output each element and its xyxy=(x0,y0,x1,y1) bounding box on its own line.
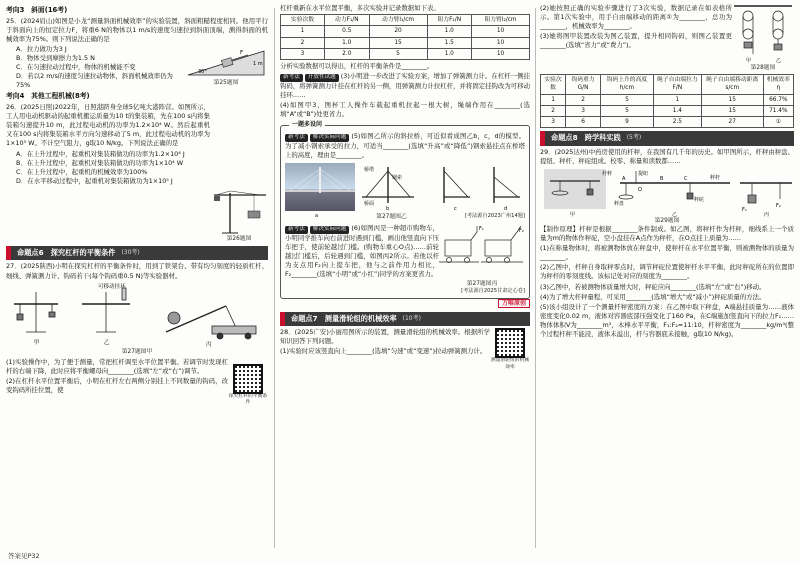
open-question-tag: 开放性试题 xyxy=(305,74,339,82)
svg-text:桥面: 桥面 xyxy=(364,200,375,207)
option-b: B．在上升过程中，起重机对集装箱做功的功率为1×10⁴ W xyxy=(16,158,184,167)
svg-text:秤杆: 秤杆 xyxy=(710,174,721,181)
middle-column xyxy=(280,4,530,553)
steelyard-figure xyxy=(540,167,794,225)
brand-mark: 万唯原创 xyxy=(498,299,530,308)
banner-points: (30考) xyxy=(121,249,140,257)
new-method-tag: 新考法 xyxy=(285,226,308,234)
svg-text:F₁: F₁ xyxy=(479,225,484,232)
subfig-label: 丙 xyxy=(206,341,212,348)
figure-caption: 第27题图丙 xyxy=(466,280,498,287)
table-row: 1 0.5 20 1.0 10 xyxy=(281,26,530,37)
option-c: C．在匀速拉动过程中，物体的机械能不变 xyxy=(16,63,136,72)
svg-text:甲: 甲 xyxy=(570,211,576,217)
table-header: 动力F₁/N xyxy=(325,15,370,26)
banner-points: (10考) xyxy=(402,314,421,322)
table-header: 实验次数 xyxy=(281,15,325,26)
banner-title: 命题点8 跨学科实践 xyxy=(551,133,621,143)
table-row: 3 6 9 2.5 27 ① xyxy=(541,117,794,128)
figure-caption: 第29题图 xyxy=(654,217,680,224)
figure-caption: 第27题图乙 xyxy=(376,213,407,220)
question-29-5: (5)该小组设计了一个测量杆秤密度的方案：在乙图中取下秤盘，A端悬挂质量为……液体密度变化0.02 m，液体对容器底部压强变化了160 Pa，在C端施加竖直向下的拉力F₁……物体体积V为________m³，木棒水平平衡，F₁:F₂=11:10，杆秤密度为________kg/m³(整个过程杆秤不能浸，液体未溢出，杆与容器底未接触，g取10 N/kg)。 xyxy=(540,302,794,338)
svg-text:秤砣: 秤砣 xyxy=(694,196,705,203)
question-27-4: (4)如图甲3，图杯工人操作车载起重机拉起一根大树，绳端作用在________(选填“A”或“B”)处更省力。 xyxy=(280,101,530,119)
question-29-2: (2)乙图中，杆秤自身取秤零点时，调节秤砣位置使秤杆水平平衡，此时秤砣所在的位置即为秤杆的零刻度线。该标记处对应的刻度为________。 xyxy=(540,263,794,281)
svg-text:乙: 乙 xyxy=(776,58,782,64)
question-27-5: (5)如图乙所示的斜拉桥，可近似看成图乙b，c，d的模型。为了减小钢索承受的拉力，可适当________(选填“升高”或“降低”)钢索悬挂点在桥塔上的高度，理由是________。 xyxy=(285,132,525,160)
section-heading: 考向3 斜面(16考) xyxy=(6,6,68,14)
table-row: 2 1.0 15 1.5 10 xyxy=(281,37,530,48)
crane-figure xyxy=(210,189,268,235)
question-29-4: (4)为了增大杆秤量程，可采用________(选填“增大”或“减小”)秤砣质量的方法。 xyxy=(540,292,766,301)
svg-text:F₂: F₂ xyxy=(519,227,524,234)
svg-text:B: B xyxy=(660,175,664,182)
svg-text:b: b xyxy=(386,205,390,211)
figure-caption: 第25题图 xyxy=(213,79,239,86)
practical-tag: 解决实际问题 xyxy=(310,134,350,142)
qr-code[interactable] xyxy=(495,328,525,358)
lever-figure xyxy=(6,282,268,358)
banner-title: 命题点7 测量滑轮组的机械效率 xyxy=(291,313,397,323)
svg-text:C: C xyxy=(684,175,688,182)
option-a: A．拉力做功为3 J xyxy=(16,44,67,53)
source-note: [考法源自2025甘肃定心卷] xyxy=(461,287,525,294)
svg-text:乙: 乙 xyxy=(672,211,678,217)
principle-text: 【制作原理】杆秤是根据________条件制成。如乙图，将秤杆作为杆秤，细线系上一个质量为m的物体作秤砣，空小盘挂在A点作为秤杆，在O点挂上质量为…… xyxy=(540,224,794,243)
question-28-3: (3)她将图甲装置改装为图乙装置，提升相同钩码，则图乙装置更________(选填“省力”或“费力”)。 xyxy=(540,32,732,50)
figure-caption: 第27题图甲 xyxy=(121,348,153,355)
figure-label: 可移动挂环 xyxy=(98,283,126,290)
height-label: 1 m xyxy=(253,60,263,67)
question-26: 26．(2025日照)2022年，日照港跻身全球5亿吨大港阵营。如图所示，工人用电动机驱动的起重机搬运质量为10 t的集装箱，先在100 s内将集装箱匀速提升10 m，此过程电动机的功率为1.2×10⁴ W。然后起重机又在100 s内将集装箱水平方向匀速移动了5 m，此过程电动机的功率为1×10³ W。不计空气阻力，g取10 N/kg。下列说法正确的是 xyxy=(6,103,210,148)
column-divider xyxy=(274,8,275,548)
question-29-1: (1)在称量物体时，将被测物体放在秤盘中，使秤杆在水平位置平衡，则被测物体的质量为________。 xyxy=(540,244,794,262)
practical-tag: 解决实际问题 xyxy=(310,226,350,234)
table-row: 1 2 5 1 15 66.7% xyxy=(541,94,794,105)
qr-caption: 测量滑轮组的机械效率 xyxy=(490,358,530,370)
option-b: B．物体受到摩擦力为1.5 N xyxy=(16,54,95,63)
qr-code[interactable] xyxy=(233,364,263,394)
question-27-2: (2)在杠杆水平位置平衡后，小明在杠杆左右两侧分别挂上不同数量的钩码，改变钩码所挂位置，使 xyxy=(6,376,228,394)
table-intro: 杠杆重新在水平位置平衡，多次实验并记录数据如下表。 xyxy=(280,4,440,12)
question-28: 28．(2025广安)小丽用图所示的装置，测量滑轮组的机械效率。根据所学知识回答下列问题。 xyxy=(280,328,490,346)
pulley-figure xyxy=(732,4,794,64)
option-a: A．在上升过程中，起重机对集装箱做功的功率为1.2×10⁴ J xyxy=(16,149,185,158)
banner-points: (5考) xyxy=(626,134,642,142)
table-row: 2 3 5 1.4 15 71.4% xyxy=(541,105,794,116)
incline-figure xyxy=(184,45,268,79)
left-column xyxy=(6,4,268,553)
svg-text:F: F xyxy=(240,49,244,56)
source-note: [考法源自2023广州14题] xyxy=(464,212,525,219)
table-row: 3 2.0 5 1.0 10 xyxy=(281,48,530,59)
bridge-figure xyxy=(285,163,525,211)
analysis-text: 分析实验数据可以得出，杠杆的平衡条件是________。 xyxy=(280,61,434,70)
right-column xyxy=(540,4,794,553)
question-28-2: (2)她按照正确的实验步骤进行了3次实验，数据记录在如表格所示。第1次实验中，用手自由端移动的距离①为________，总功为________，机械效率为________。 xyxy=(540,4,732,31)
topic-banner-8 xyxy=(540,131,794,145)
pulley-data-table: 实验次数 钩码重力G/N 钩码上升的高度h/cm 绳子自由端拉力F/N 绳子自由端移动距离s/cm 机械效率η 1 2 5 1 15 66.7% 2 3 5 1.4 15 71.4% 3 6 9 2.5 27 ① xyxy=(540,74,794,128)
svg-text:O: O xyxy=(638,186,642,193)
question-27-1: (1)实验操作中，为了便于测量，常把杠杆调至水平位置平衡。若调节时发现杠杆的右端下降，此时应将平衡螺母向________(选填“左”或“右”)调节。 xyxy=(6,357,228,375)
question-29-3: (3)乙图中，若被测物体质量增大时，秤砣应向________(选填“左”或“右”)移动。 xyxy=(540,282,766,291)
question-29: 29．(2025达州)中药房使用的杆秤，在我国有几千年的历史。如甲图所示，杆秤由秤盘、提纽、秤杆、秤砣组成。校零、称量和读数都…… xyxy=(540,147,794,165)
question-27: 27．(2025陕西)小明在探究杠杆的平衡条件时，用到了铁架台、带有均匀刻度的轻质杠杆、细线、弹簧测力计、钩码若干(每个钩码重0.5 N)等实验器材。 xyxy=(6,262,268,280)
table-header: 动力臂l₁/cm xyxy=(369,15,427,26)
banner-title: 命题点6 探究杠杆的平衡条件 xyxy=(17,248,116,258)
answer-page-note: 答案见P32 xyxy=(8,552,40,560)
new-method-tag: 新考法 xyxy=(285,134,308,142)
svg-text:杆秤: 杆秤 xyxy=(602,170,613,177)
topic-banner-6 xyxy=(6,246,268,260)
figure-caption: 第28题图 xyxy=(750,65,776,71)
question-25: 25．(2024眉山)如图是小龙“测量斜面机械效率”的实验装置，斜面粗糙程度相同。他用平行于斜面向上的恒定拉力F，将重6 N的物体以1 m/s的速度匀速拉到斜面顶端，测得斜面的机械效率为75%。则下列说法正确的是 xyxy=(6,16,268,43)
svg-text:丙: 丙 xyxy=(764,211,770,217)
bridge-photo xyxy=(285,163,355,211)
table-header: 阻力臂l₂/cm xyxy=(472,15,530,26)
svg-text:d: d xyxy=(504,205,508,211)
box-heading: 一题多设问 xyxy=(289,121,325,130)
table-header: 阻力F₂/N xyxy=(427,15,472,26)
section-heading: 考向4 其他工程机械(8考) xyxy=(6,92,90,101)
subfig-label: 甲 xyxy=(34,339,40,346)
option-c: C．在上升过程中，起重机的机械效率为100% xyxy=(16,167,148,176)
svg-text:F₂: F₂ xyxy=(776,202,781,209)
svg-text:提纽: 提纽 xyxy=(638,170,649,177)
svg-text:钢索: 钢索 xyxy=(392,174,403,181)
cart-figure xyxy=(439,224,525,280)
column-divider xyxy=(535,8,536,548)
figure-caption: 第26题图 xyxy=(226,236,252,243)
svg-text:秤盘: 秤盘 xyxy=(614,200,625,207)
svg-text:桥塔: 桥塔 xyxy=(364,166,375,173)
subfig-label: 乙 xyxy=(104,339,110,346)
svg-text:F₁: F₁ xyxy=(742,206,747,213)
option-d: D．在水平移动过程中，起重机对集装箱做功为1×10⁵ J xyxy=(16,176,173,185)
new-method-tag: 新考法 xyxy=(280,74,303,82)
svg-text:A: A xyxy=(622,175,626,182)
multi-question-box: 一题多设问 新考法 解决实际问题 (5)如图乙所示的斜拉桥，可近似看成图乙b，c，d的模型。为了减小钢索承受的拉力，可适当________(选填“升高”或“降低”)钢索悬挂点在桥塔上的高度，理由是________。 桥塔 钢索 桥面 b c d a 第27题图乙 [考法源自2023广州14题] 新考法 解决实际问题 (6)如图丙是一种超市购物车，小明同学推车向右前进时遇到门槛，画出他竖直向下压车把手，使前轮越过门槛。(购物车重心O点)……前轮越过门槛后，后轮遇到门槛，如图丙2所示。若他以杆为支点用F₂向上提车把，他与之前作用力相比，F₂________(选填“小明”或“小红”)同学的方案更省力。 F₁ F₂ 第27题图丙 [考法源自2025甘肃定心卷] xyxy=(280,125,530,299)
angle-label: 30° xyxy=(198,68,207,75)
question-27-6: (6)如图丙是一种超市购物车，小明同学推车向右前进时遇到门槛，画出他竖直向下压车把手，使前轮越过门槛。(购物车重心O点)……前轮越过门槛后，后轮遇到门槛，如图丙2所示。若他以杆为支点用F₂向上提车把，他与之前作用力相比，F₂________(选填“小明”或“小红”)同学的方案更省力。 xyxy=(285,223,439,279)
topic-banner-7 xyxy=(280,312,530,326)
option-d: D．若以2 m/s的速度匀速拉动物体，斜面机械效率仍为75% xyxy=(16,72,173,90)
question-28-1: (1)实验时应该竖直向上________(选填“匀速”或“变速”)拉动弹簧测力计。 xyxy=(280,347,487,356)
svg-text:c: c xyxy=(454,205,457,211)
question-27-3: (3)小明进一步改进了实验方案，增加了弹簧测力计。在杠杆一侧挂钩码，将弹簧测力计挂在杠杆的另一侧，用弹簧测力计拉杠杆，并将固定挂钩改为可移动挂环…… xyxy=(280,72,530,100)
qr-caption: 探究杠杆的平衡条件 xyxy=(228,393,268,406)
svg-text:甲: 甲 xyxy=(746,58,752,64)
lever-data-table xyxy=(280,14,530,60)
